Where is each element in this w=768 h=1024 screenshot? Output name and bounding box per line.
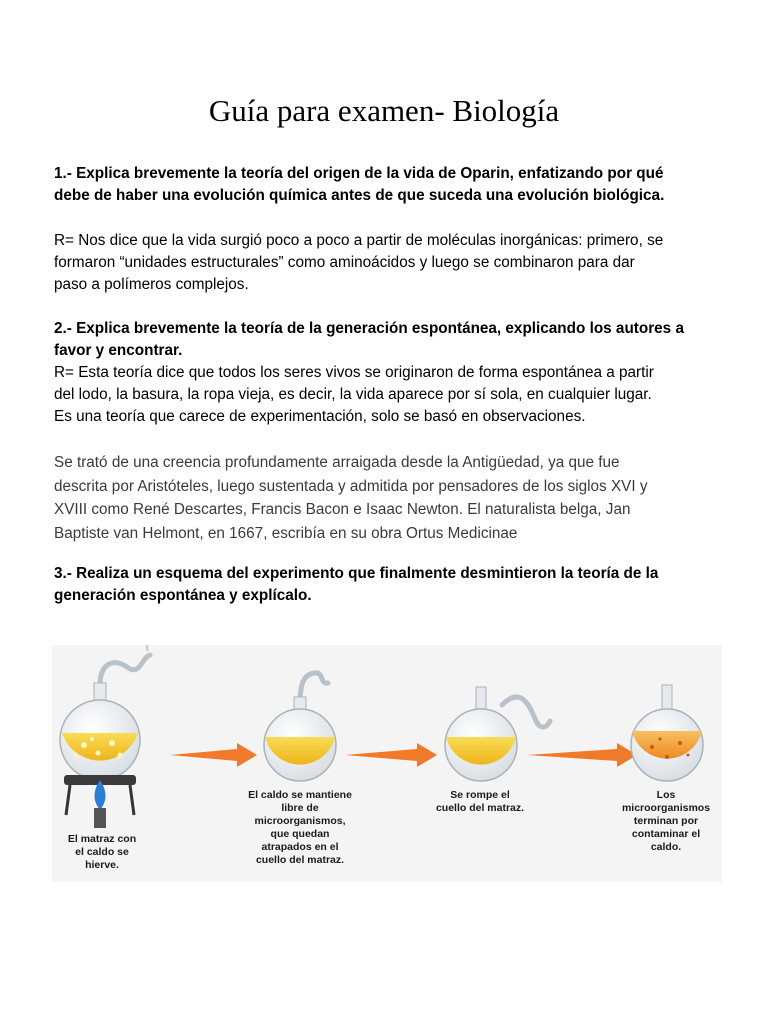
answer-2-line: Es una teoría que carece de experimentación, solo se basó en observaciones. <box>54 408 586 425</box>
caption-boiling <box>52 833 152 872</box>
flask-boiling <box>60 645 150 828</box>
caption-line: cuello del matraz. <box>435 802 525 814</box>
burner-leg <box>66 785 70 815</box>
answer-1-line: paso a polímeros complejos. <box>54 276 249 293</box>
burner-leg <box>130 785 134 815</box>
flask-contaminated <box>631 685 703 781</box>
microorganism <box>678 741 682 745</box>
bubble <box>74 753 78 757</box>
caption-contaminated <box>610 789 722 854</box>
pasteur-experiment-figure <box>52 645 722 882</box>
caption-line: atrapados en el <box>261 841 339 853</box>
flask-broken-neck <box>445 687 550 781</box>
question-3-line: 3.- Realiza un esquema del experimento que finalmente desmintieron la teoría de la <box>54 565 659 582</box>
microorganism <box>665 755 669 759</box>
bubble <box>81 742 87 748</box>
caption-line: El matraz con <box>67 833 137 845</box>
answer-2-extra-line: XVIII como René Descartes, Francis Bacon e Isaac Newton. El naturalista belga, Jan <box>54 501 631 518</box>
caption-line: que quedan <box>270 828 330 840</box>
caption-line: Los <box>656 789 676 801</box>
answer-1 <box>54 230 718 296</box>
bubble <box>90 737 94 741</box>
caption-line: microorganismos, <box>254 815 346 827</box>
question-2 <box>54 318 718 362</box>
steam-icon <box>147 645 150 651</box>
question-1-line: 1.- Explica brevemente la teoría del origen de la vida de Oparin, enfatizando por qué <box>54 165 664 182</box>
bubble <box>96 751 101 756</box>
caption-line: cuello del matraz. <box>255 854 345 866</box>
caption-sealed <box>230 789 370 867</box>
caption-line: microorganismos <box>621 802 711 814</box>
question-3-line: generación espontánea y explícalo. <box>54 587 312 604</box>
microorganism <box>687 754 690 757</box>
flask-1-neck <box>100 655 150 685</box>
answer-1-line: R= Nos dice que la vida surgió poco a poco a partir de moléculas inorgánicas: primero, se <box>54 232 664 249</box>
question-1-line: debe de haber una evolución química antes de que suceda una evolución biológica. <box>54 187 665 204</box>
question-2-line: 2.- Explica brevemente la teoría de la generación espontánea, explicando los autores a <box>54 320 684 337</box>
arrow-1-icon <box>170 743 257 767</box>
flask-sealed <box>264 673 336 781</box>
caption-broken <box>420 789 540 815</box>
caption-line: caldo. <box>650 841 682 853</box>
caption-line: contaminar el <box>631 828 701 840</box>
caption-line: terminan por <box>633 815 699 827</box>
answer-1-line: formaron “unidades estructurales” como aminoácidos y luego se combinaron para dar <box>54 254 635 271</box>
answer-2-line: del lodo, la basura, la ropa vieja, es decir, la vida aparece por sí sola, en cualquier lugar. <box>54 386 652 403</box>
caption-line: hierve. <box>85 859 119 871</box>
caption-line: libre de <box>281 802 319 814</box>
microorganism <box>650 745 654 749</box>
answer-2-extra-line: Se trató de una creencia profundamente arraigada desde la Antigüedad, ya que fue <box>54 454 620 471</box>
question-3 <box>54 563 718 607</box>
question-2-line: favor y encontrar. <box>54 342 183 359</box>
answer-2-extra <box>54 451 718 545</box>
bubble <box>109 740 115 746</box>
answer-2-extra-line: descrita por Aristóteles, luego sustentada y admitida por pensadores de los siglos XVI y <box>54 477 648 495</box>
answer-2-line: R= Esta teoría dice que todos los seres vivos se originaron de forma espontánea a partir <box>54 364 654 381</box>
arrow-2-icon <box>345 743 437 767</box>
caption-line: el caldo se <box>75 846 129 858</box>
bubble <box>118 753 123 758</box>
caption-line: El caldo se mantiene <box>248 789 352 801</box>
microorganism <box>659 738 662 741</box>
arrow-3-icon <box>527 743 637 767</box>
answer-2 <box>54 362 718 428</box>
question-1 <box>54 163 718 207</box>
burner-body <box>94 808 106 828</box>
caption-line: Se rompe el <box>450 789 510 801</box>
page-title: Guía para examen- Biología <box>208 93 560 128</box>
answer-2-extra-line: Baptiste van Helmont, en 1667, escribía en su obra Ortus Medicinae <box>54 524 518 542</box>
